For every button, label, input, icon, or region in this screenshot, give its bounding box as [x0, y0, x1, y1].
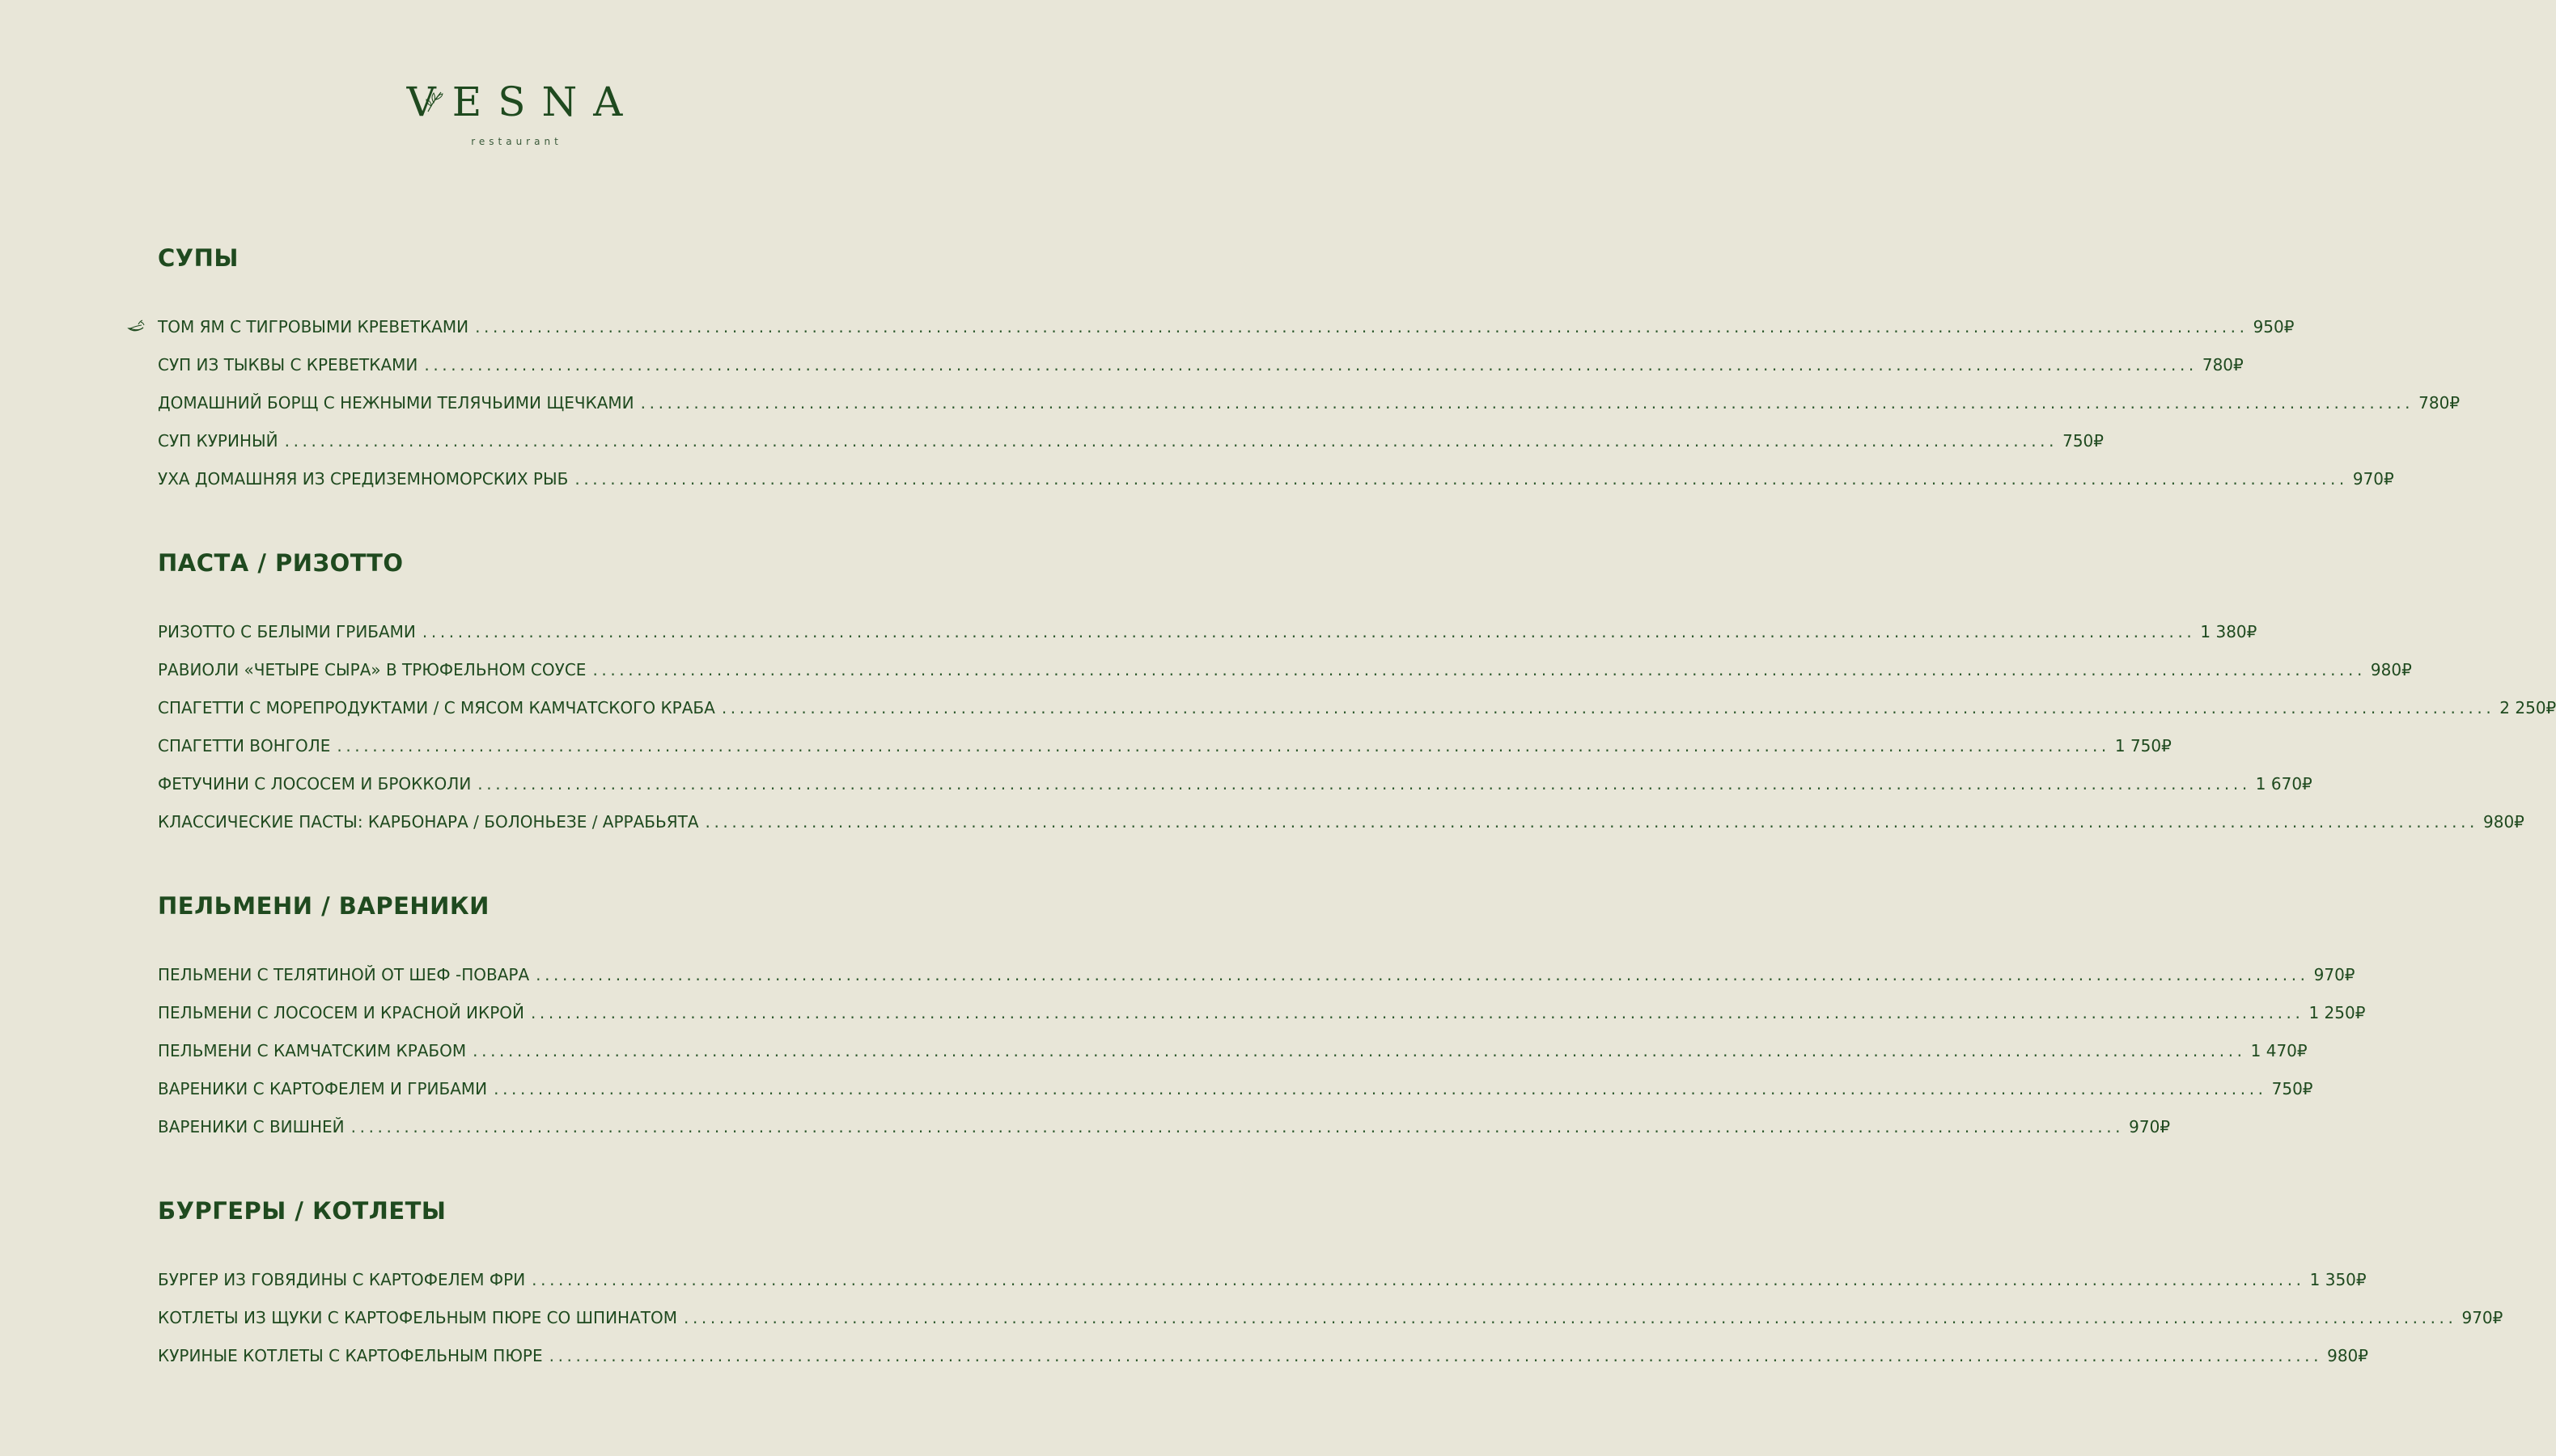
section-spacer: [158, 507, 873, 544]
menu-item-name: ВАРЕНИКИ С КАРТОФЕЛЕМ И ГРИБАМИ: [158, 1079, 488, 1098]
section-title-spacer: [158, 582, 873, 622]
menu-item: [158, 1117, 2171, 1155]
menu-item: [158, 355, 2244, 393]
menu-item: [158, 965, 2355, 1003]
menu-item-price: 970₽: [2461, 1308, 2503, 1327]
menu-item: [158, 1041, 2308, 1079]
dot-leader: ........................................................................................................................................................................................................: [350, 1117, 2125, 1136]
menu-item: [158, 1308, 2503, 1346]
menu-item: [158, 698, 2556, 736]
menu-list: [158, 239, 2556, 1384]
menu-item-name: БУРГЕР ИЗ ГОВЯДИНЫ С КАРТОФЕЛЕМ ФРИ: [158, 1270, 526, 1289]
menu-item-price: 1 350₽: [2309, 1270, 2367, 1289]
dot-leader: ........................................................................................................................................................................................................: [721, 698, 2495, 717]
menu-item-price: 970₽: [2352, 469, 2394, 489]
dot-leader: ........................................................................................................................................................................................................: [683, 1308, 2457, 1327]
dot-leader: ........................................................................................................................................................................................................: [705, 812, 2478, 832]
dot-leader: ........................................................................................................................................................................................................: [473, 1041, 2246, 1060]
menu-item-price: 980₽: [2327, 1346, 2368, 1365]
menu-item: [158, 1346, 2368, 1384]
menu-item: [158, 469, 2394, 507]
dot-leader: ........................................................................................................................................................................................................: [592, 660, 2366, 679]
section-title: ПЕЛЬМЕНИ / ВАРЕНИКИ: [158, 892, 490, 920]
brand-name: VESNA: [406, 78, 639, 125]
menu-item: [158, 812, 2524, 850]
menu-item-name: СУП КУРИНЫЙ: [158, 431, 278, 451]
menu-item-price: 970₽: [2313, 965, 2355, 984]
dot-leader: ........................................................................................................................................................................................................: [337, 736, 2110, 756]
dot-leader: ........................................................................................................................................................................................................: [532, 1270, 2305, 1289]
menu-item-name: УХА ДОМАШНЯЯ ИЗ СРЕДИЗЕМНОМОРСКИХ РЫБ: [158, 469, 569, 489]
section-title-spacer: [158, 925, 873, 965]
menu-item-price: 1 380₽: [2200, 622, 2257, 641]
menu-item-price: 980₽: [2483, 812, 2524, 832]
dot-leader: ........................................................................................................................................................................................................: [640, 393, 2414, 413]
menu-item: [158, 660, 2412, 698]
menu-item: [158, 1079, 2313, 1117]
dot-leader: ........................................................................................................................................................................................................: [424, 355, 2198, 375]
section-title: БУРГЕРЫ / КОТЛЕТЫ: [158, 1197, 447, 1225]
menu-item-price: 1 470₽: [2250, 1041, 2308, 1060]
menu-item-name: СУП ИЗ ТЫКВЫ С КРЕВЕТКАМИ: [158, 355, 418, 375]
dot-leader: ........................................................................................................................................................................................................: [536, 965, 2309, 984]
section-title-spacer: [158, 277, 873, 317]
menu-item-name: ФЕТУЧИНИ С ЛОСОСЕМ И БРОККОЛИ: [158, 774, 472, 794]
menu-item-name: ДОМАШНИЙ БОРЩ С НЕЖНЫМИ ТЕЛЯЧЬИМИ ЩЕЧКАМИ: [158, 393, 634, 413]
dot-leader: ........................................................................................................................................................................................................: [494, 1079, 2267, 1098]
dot-leader: ........................................................................................................................................................................................................: [284, 431, 2058, 451]
menu-item-price: 1 250₽: [2308, 1003, 2366, 1022]
menu-item-name: РАВИОЛИ «ЧЕТЫРЕ СЫРА» В ТРЮФЕЛЬНОМ СОУСЕ: [158, 660, 587, 679]
menu-item-price: 750₽: [2271, 1079, 2313, 1098]
menu-item-price: 750₽: [2062, 431, 2104, 451]
section-title-spacer: [158, 1230, 873, 1270]
menu-item-price: 980₽: [2370, 660, 2412, 679]
menu-item: [158, 1270, 2367, 1308]
menu-item-price: 1 750₽: [2114, 736, 2172, 756]
dot-leader: ........................................................................................................................................................................................................: [475, 317, 2249, 336]
menu-item-name: КУРИНЫЕ КОТЛЕТЫ С КАРТОФЕЛЬНЫМ ПЮРЕ: [158, 1346, 543, 1365]
section-title: ПАСТА / РИЗОТТО: [158, 549, 404, 577]
section-spacer: [158, 1155, 873, 1192]
menu-item-name: РИЗОТТО С БЕЛЫМИ ГРИБАМИ: [158, 622, 416, 641]
menu-item: [158, 393, 2461, 431]
dot-leader: ........................................................................................................................................................................................................: [530, 1003, 2304, 1022]
menu-item-price: 780₽: [2418, 393, 2461, 413]
brand-subtitle: restaurant: [471, 136, 562, 147]
menu-item-name: ПЕЛЬМЕНИ С КАМЧАТСКИМ КРАБОМ: [158, 1041, 467, 1060]
menu-item-price: 950₽: [2253, 317, 2295, 336]
restaurant-logo: [0, 78, 1029, 147]
chili-pepper-icon: [127, 319, 146, 335]
menu-item: [158, 736, 2172, 774]
dot-leader: ........................................................................................................................................................................................................: [549, 1346, 2323, 1365]
menu-item-price: 970₽: [2129, 1117, 2171, 1136]
section-title: СУПЫ: [158, 244, 239, 272]
menu-item-price: 780₽: [2202, 355, 2244, 375]
dot-leader: ........................................................................................................................................................................................................: [574, 469, 2348, 489]
menu-item-name: СПАГЕТТИ С МОРЕПРОДУКТАМИ / С МЯСОМ КАМЧАТСКОГО КРАБА: [158, 698, 715, 717]
menu-item: [158, 431, 2104, 469]
menu-item-name: ТОМ ЯМ С ТИГРОВЫМИ КРЕВЕТКАМИ: [158, 317, 469, 336]
menu-item-name: ПЕЛЬМЕНИ С ЛОСОСЕМ И КРАСНОЙ ИКРОЙ: [158, 1003, 524, 1022]
menu-item-name: СПАГЕТТИ ВОНГОЛЕ: [158, 736, 331, 756]
menu-item: [158, 1003, 2366, 1041]
menu-item-name: ПЕЛЬМЕНИ С ТЕЛЯТИНОЙ ОТ ШЕФ -ПОВАРА: [158, 965, 530, 984]
logo-wordmark: [391, 78, 639, 126]
menu-item: [158, 774, 2312, 812]
menu-item-name: ВАРЕНИКИ С ВИШНЕЙ: [158, 1117, 345, 1136]
dot-leader: ........................................................................................................................................................................................................: [422, 622, 2196, 641]
leaf-icon: [425, 89, 444, 113]
menu-item-name: КОТЛЕТЫ ИЗ ЩУКИ С КАРТОФЕЛЬНЫМ ПЮРЕ СО ШПИНАТОМ: [158, 1308, 677, 1327]
menu-item: [158, 317, 2295, 355]
menu-item-price: 1 670₽: [2255, 774, 2312, 794]
section-spacer: [158, 850, 873, 887]
menu-item: [158, 622, 2257, 660]
menu-item-price: 2 250₽: [2499, 698, 2556, 717]
menu-item-name: КЛАССИЧЕСКИЕ ПАСТЫ: КАРБОНАРА / БОЛОНЬЕЗЕ / АРРАБЬЯТА: [158, 812, 699, 832]
dot-leader: ........................................................................................................................................................................................................: [477, 774, 2251, 794]
